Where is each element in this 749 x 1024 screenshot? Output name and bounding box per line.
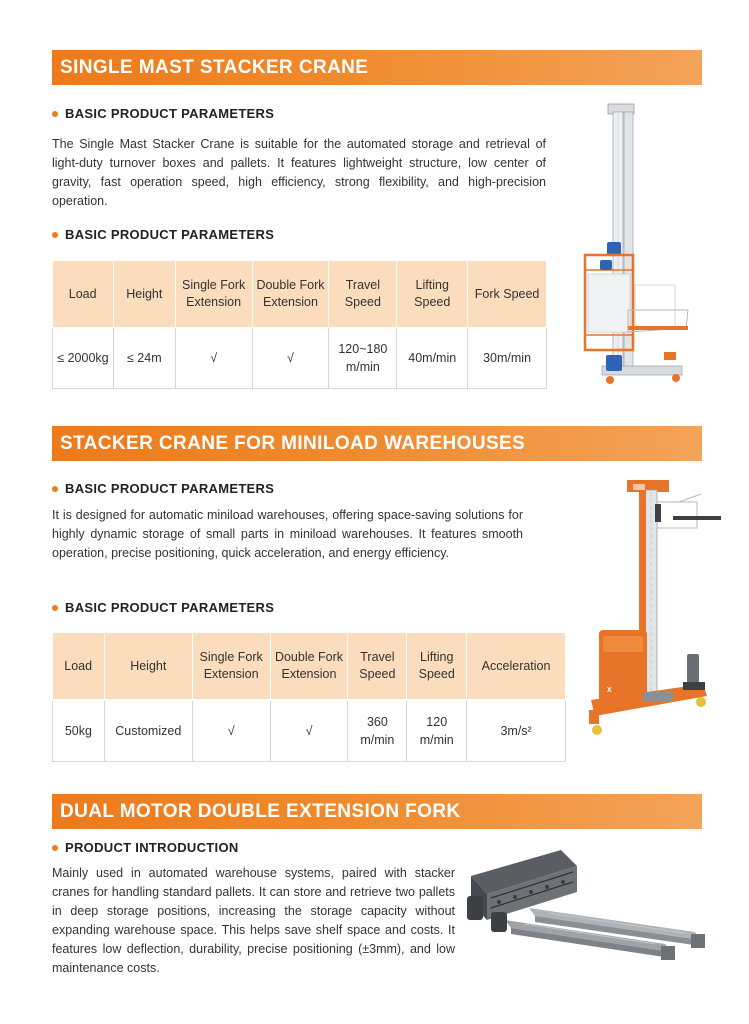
table-cell: 30m/min xyxy=(468,328,547,389)
bullet-dot-icon xyxy=(52,232,58,238)
single-mast-stacker-crane-image xyxy=(580,100,690,390)
subheading-text: BASIC PRODUCT PARAMETERS xyxy=(65,481,275,496)
table-cell: √ xyxy=(252,328,329,389)
table-row xyxy=(53,328,547,389)
table-header-cell: Height xyxy=(104,633,192,700)
section-title-double-extension-fork: DUAL MOTOR DOUBLE EXTENSION FORK xyxy=(52,794,702,829)
table-header-cell: Acceleration xyxy=(467,633,566,700)
spec-table-single-mast xyxy=(52,260,547,389)
section2-description: It is designed for automatic miniload warehouses, offering space-saving solutions for highly dynamic storage of small parts in miniload warehouses. It features smooth operation, precise positioning, quick acceleration, and energy efficiency. xyxy=(52,508,523,560)
table-cell: ≤ 2000kg xyxy=(53,328,114,389)
table-header-cell: Load xyxy=(53,261,114,328)
table-header-cell: Travel Speed xyxy=(329,261,397,328)
table-header-cell: Lifting Speed xyxy=(397,261,468,328)
table-cell: Customized xyxy=(104,700,192,762)
subheading-text: BASIC PRODUCT PARAMETERS xyxy=(65,106,275,121)
bullet-dot-icon xyxy=(52,486,58,492)
subheading-text: BASIC PRODUCT PARAMETERS xyxy=(65,227,275,242)
table-header-cell: Load xyxy=(53,633,105,700)
subheading-basic-parameters xyxy=(52,106,274,122)
miniload-stacker-crane-image xyxy=(583,478,725,750)
table-cell: √ xyxy=(192,700,270,762)
table-header-cell: Height xyxy=(113,261,175,328)
bullet-dot-icon xyxy=(52,605,58,611)
spec-table-miniload xyxy=(52,632,566,762)
table-cell: √ xyxy=(270,700,348,762)
table-header-cell: Single Fork Extension xyxy=(175,261,252,328)
double-extension-fork-image xyxy=(465,836,710,976)
table-header-cell: Double Fork Extension xyxy=(270,633,348,700)
table-cell: 50kg xyxy=(53,700,105,762)
table-cell: 40m/min xyxy=(397,328,468,389)
subheading-text: PRODUCT INTRODUCTION xyxy=(65,840,239,855)
subheading-basic-parameters-table xyxy=(52,227,274,243)
section3-description: Mainly used in automated warehouse systems, paired with stacker cranes for handling standard pallets. It can store and retrieve two pallets in deep storage positions, increasing the storage capacity without expanding warehouse space. This helps save shelf space and costs. It features low deflection, durability, precise positioning (±3mm), and low maintenance costs. xyxy=(52,866,455,975)
table-header-cell: Double Fork Extension xyxy=(252,261,329,328)
bullet-dot-icon xyxy=(52,845,58,851)
table-cell: √ xyxy=(175,328,252,389)
table-header-cell: Single Fork Extension xyxy=(192,633,270,700)
table-cell: 3m/s² xyxy=(467,700,566,762)
table-cell: 120 m/min xyxy=(407,700,467,762)
table-row xyxy=(53,700,566,762)
subheading-text: BASIC PRODUCT PARAMETERS xyxy=(65,600,275,615)
table-cell: 120~180 m/min xyxy=(329,328,397,389)
table-header-cell: Travel Speed xyxy=(348,633,407,700)
table-header-row xyxy=(53,633,566,700)
table-header-cell: Lifting Speed xyxy=(407,633,467,700)
table-header-cell: Fork Speed xyxy=(468,261,547,328)
bullet-dot-icon xyxy=(52,111,58,117)
table-header-row xyxy=(53,261,547,328)
svg-text:X: X xyxy=(607,687,612,694)
subheading-basic-parameters xyxy=(52,481,274,497)
section1-description: The Single Mast Stacker Crane is suitable for the automated storage and retrieval of light-duty turnover boxes and pallets. It features lightweight structure, low center of gravity, fast operation speed, high efficiency, strong flexibility, and high-precision operation. xyxy=(52,137,546,208)
section-title-single-mast: SINGLE MAST STACKER CRANE xyxy=(52,50,702,85)
table-cell: 360 m/min xyxy=(348,700,407,762)
subheading-product-introduction xyxy=(52,840,239,856)
section-title-miniload: STACKER CRANE FOR MINILOAD WAREHOUSES xyxy=(52,426,702,461)
subheading-basic-parameters-table xyxy=(52,600,274,616)
table-cell: ≤ 24m xyxy=(113,328,175,389)
